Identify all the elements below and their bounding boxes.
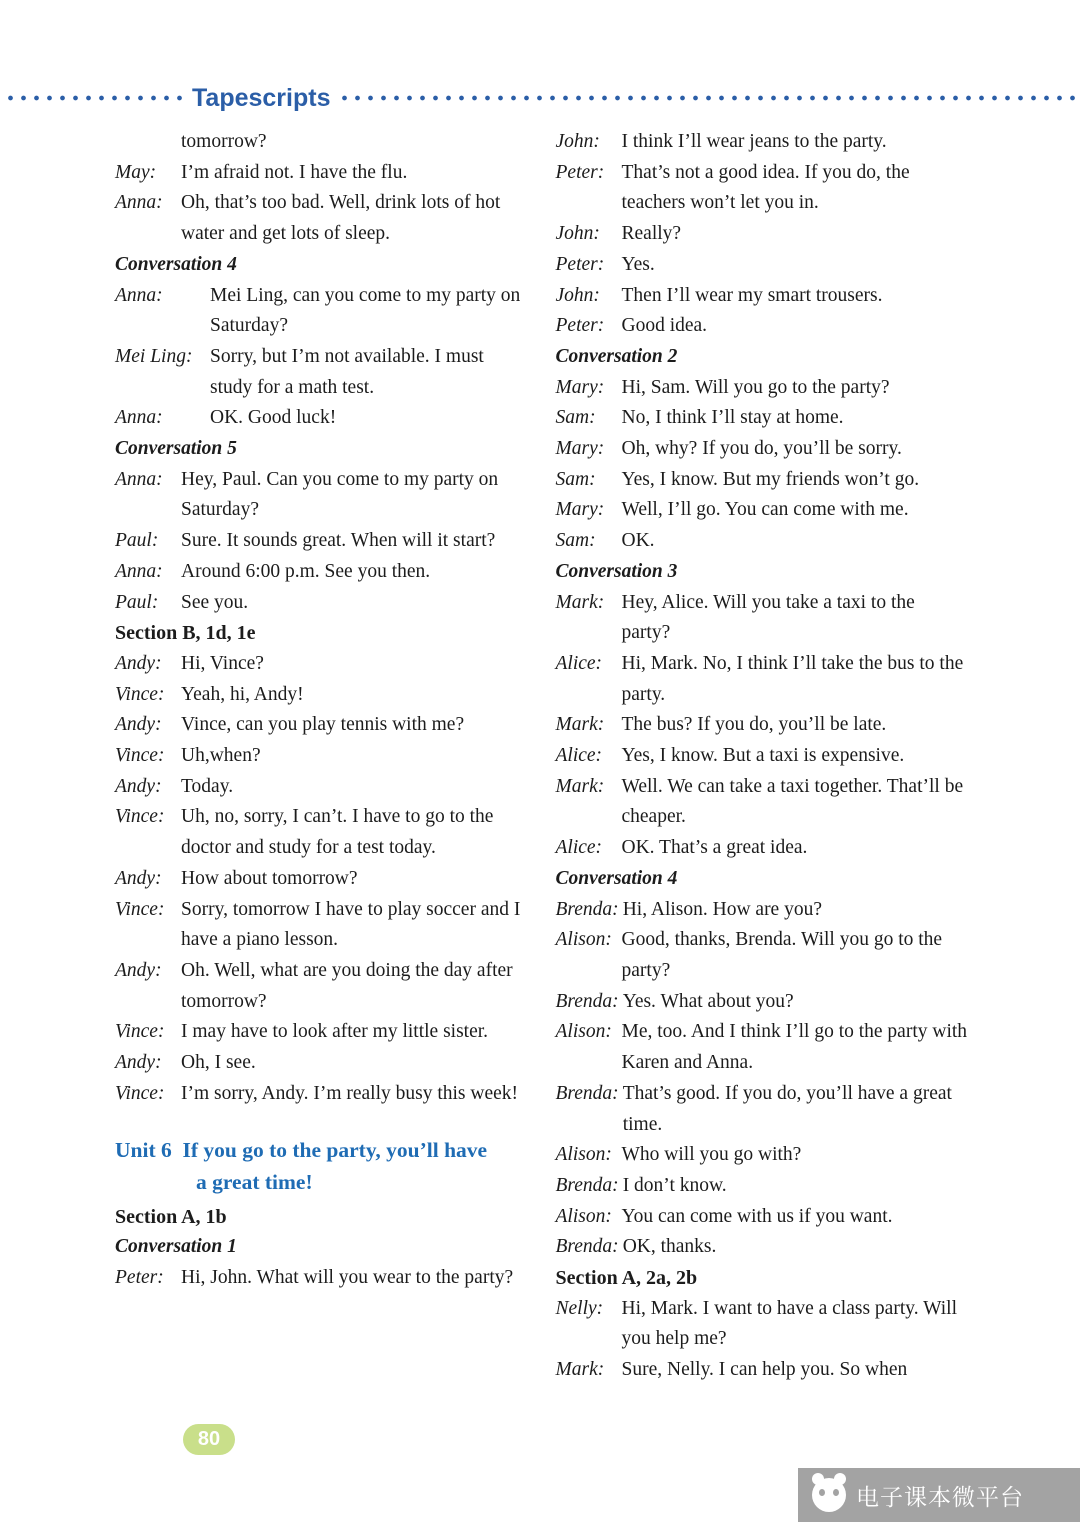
header-dots-left — [4, 94, 186, 102]
header-dots-right — [338, 94, 1080, 102]
dialogue-line — [115, 158, 528, 189]
dialogue-line — [115, 588, 528, 619]
dialogue-text: Today. — [181, 775, 234, 797]
watermark-bar — [798, 1468, 1080, 1522]
dialogue-line — [115, 1079, 528, 1110]
dialogue-line — [115, 1048, 528, 1079]
speaker-label: Vince: — [115, 1082, 165, 1104]
dialogue-line — [115, 1017, 528, 1048]
speaker-label: Peter: — [115, 1266, 164, 1288]
unit-title-line1: Unit 6 If you go to the party, you’ll have — [115, 1137, 488, 1162]
dialogue-line — [556, 895, 969, 926]
page-header — [0, 82, 1080, 114]
dialogue-line — [556, 158, 969, 219]
section-heading: Section A, 1b — [115, 1205, 227, 1228]
dialogue-line — [556, 495, 969, 526]
text-columns — [115, 127, 968, 1386]
dialogue-line — [115, 649, 528, 680]
dialogue-line — [556, 250, 969, 281]
speaker-label: Brenda: — [555, 1174, 619, 1196]
left-column — [115, 127, 528, 1386]
speaker-label: Andy: — [115, 714, 162, 736]
dialogue-line — [556, 403, 969, 434]
conversation-heading: Conversation 4 — [555, 867, 678, 889]
speaker-label: Sam: — [555, 407, 596, 429]
conversation-heading: Conversation 1 — [115, 1236, 237, 1258]
dialogue-line — [556, 1017, 969, 1078]
dialogue-text: How about tomorrow? — [181, 867, 358, 889]
dialogue-text: Yes. — [621, 253, 655, 275]
speaker-label: Alice: — [555, 837, 603, 859]
dialogue-line — [556, 219, 969, 250]
speaker-label: Brenda: — [555, 990, 619, 1012]
speaker-label: Peter: — [555, 315, 605, 337]
dialogue-line — [556, 833, 969, 864]
dialogue-text: Hi, Mark. No, I think I’ll take the bus to the party. — [621, 652, 964, 705]
speaker-label: Paul: — [115, 591, 159, 613]
dialogue-text: Really? — [621, 223, 682, 245]
dialogue-line — [556, 741, 969, 772]
speaker-label: Mary: — [555, 499, 605, 521]
dialogue-text: Yeah, hi, Andy! — [181, 683, 304, 705]
dialogue-line — [115, 710, 528, 741]
dialogue-line — [556, 1232, 969, 1263]
dialogue-text: Oh, I see. — [181, 1052, 256, 1074]
speaker-label: May: — [115, 161, 157, 183]
watermark-logo-icon — [812, 1478, 846, 1512]
dialogue-text: Then I’ll wear my smart trousers. — [621, 284, 883, 306]
speaker-label: Mary: — [555, 438, 605, 460]
dialogue-line — [115, 741, 528, 772]
dialogue-line — [556, 772, 969, 833]
dialogue-line — [115, 680, 528, 711]
speaker-label: Nelly: — [555, 1297, 604, 1319]
conversation-heading: Conversation 2 — [555, 345, 678, 367]
dialogue-line — [115, 772, 528, 803]
speaker-label: Alison: — [555, 929, 612, 951]
dialogue-text: Hi, Sam. Will you go to the party? — [621, 376, 890, 398]
speaker-label: Alice: — [555, 652, 603, 674]
dialogue-line — [556, 373, 969, 404]
dialogue-text: You can come with us if you want. — [621, 1205, 893, 1227]
dialogue-line — [556, 1171, 969, 1202]
dialogue-line — [556, 710, 969, 741]
speaker-label: Andy: — [115, 775, 162, 797]
dialogue-text: Good, thanks, Brenda. Will you go to the party? — [621, 929, 943, 981]
section-heading: Section B, 1d, 1e — [115, 622, 256, 645]
dialogue-text: I’m afraid not. I have the flu. — [181, 161, 408, 183]
dialogue-text: Yes, I know. But my friends won’t go. — [621, 468, 920, 490]
speaker-label: Alison: — [555, 1205, 612, 1227]
speaker-label: John: — [555, 131, 600, 152]
speaker-label: Vince: — [115, 1021, 165, 1043]
speaker-label: Alison: — [555, 1021, 612, 1043]
dialogue-text: I may have to look after my little sister. — [181, 1021, 489, 1043]
speaker-label: Mary: — [555, 376, 605, 398]
speaker-label: Brenda: — [555, 1082, 619, 1104]
dialogue-text: OK. That’s a great idea. — [621, 837, 808, 859]
dialogue-line — [115, 864, 528, 895]
dialogue-line — [556, 281, 969, 312]
dialogue-text: Well, I’ll go. You can come with me. — [621, 499, 909, 521]
page-number-badge: 80 — [183, 1424, 235, 1455]
dialogue-text: Hi, Alison. How are you? — [622, 898, 822, 920]
right-column — [556, 127, 969, 1386]
dialogue-line — [556, 1079, 969, 1140]
dialogue-line — [556, 588, 969, 649]
tapescripts-title: Tapescripts — [192, 83, 331, 112]
speaker-label: Anna: — [115, 468, 163, 490]
dialogue-text: Sure, Nelly. I can help you. So when — [621, 1359, 908, 1381]
dialogue-text: The bus? If you do, you’ll be late. — [621, 714, 887, 736]
dialogue-text: Well. We can take a taxi together. That’ll be cheaper. — [621, 775, 964, 828]
dialogue-text: Sorry, tomorrow I have to play soccer and I have a piano lesson. — [181, 898, 521, 951]
dialogue-line — [556, 127, 969, 158]
dialogue-line — [556, 526, 969, 557]
dialogue-line — [115, 188, 528, 249]
speaker-label: Peter: — [555, 253, 605, 275]
speaker-label: Sam: — [555, 530, 596, 552]
dialogue-text: Who will you go with? — [621, 1144, 802, 1166]
speaker-label: Vince: — [115, 683, 165, 705]
speaker-label: Anna: — [115, 284, 163, 306]
dialogue-text: Mei Ling, can you come to my party on Saturday? — [210, 284, 521, 337]
dialogue-text: No, I think I’ll stay at home. — [621, 407, 844, 429]
dialogue-text: Hey, Paul. Can you come to my party on Saturday? — [181, 468, 499, 521]
speaker-label: Peter: — [555, 161, 605, 183]
dialogue-text: OK. Good luck! — [210, 407, 337, 429]
dialogue-line — [556, 987, 969, 1018]
dialogue-text: OK, thanks. — [622, 1236, 717, 1258]
dialogue-text: Hi, Vince? — [181, 652, 264, 674]
dialogue-text: Oh, why? If you do, you’ll be sorry. — [621, 438, 902, 460]
dialogue-text: Hey, Alice. Will you take a taxi to the party? — [621, 591, 915, 644]
dialogue-text: Hi, Mark. I want to have a class party. Will you help me? — [621, 1297, 957, 1350]
dialogue-line — [556, 925, 969, 986]
dialogue-text: Good idea. — [621, 315, 708, 337]
dialogue-text: I think I’ll wear jeans to the party. — [621, 131, 887, 152]
dialogue-line — [556, 1202, 969, 1233]
speaker-label: Andy: — [115, 1052, 162, 1074]
dialogue-line — [556, 1140, 969, 1171]
dialogue-line — [115, 465, 528, 526]
dialogue-text: I don’t know. — [622, 1174, 727, 1196]
speaker-label: Brenda: — [555, 1236, 619, 1258]
dialogue-line — [115, 895, 528, 956]
dialogue-text: That’s not a good idea. If you do, the teachers won’t let you in. — [621, 161, 910, 214]
speaker-label: Vince: — [115, 745, 165, 767]
speaker-label: John: — [555, 284, 600, 306]
unit-title — [115, 1134, 528, 1198]
dialogue-line — [115, 1263, 528, 1294]
speaker-label: Alison: — [555, 1144, 612, 1166]
watermark-text: 电子课本微平台 — [856, 1484, 1024, 1510]
dialogue-text: OK. — [621, 530, 655, 552]
section-heading: Section A, 2a, 2b — [555, 1267, 698, 1290]
dialogue-text: That’s good. If you do, you’ll have a great time. — [622, 1082, 952, 1135]
speaker-label: Sam: — [555, 468, 596, 490]
dialogue-line — [556, 434, 969, 465]
dialogue-continuation: tomorrow? — [181, 131, 267, 152]
dialogue-text: Yes. What about you? — [622, 990, 794, 1012]
dialogue-text: I’m sorry, Andy. I’m really busy this week! — [181, 1082, 519, 1104]
dialogue-text: Hi, John. What will you wear to the party? — [181, 1266, 514, 1288]
dialogue-text: Oh, that’s too bad. Well, drink lots of hot water and get lots of sleep. — [181, 192, 501, 245]
speaker-label: Anna: — [115, 192, 163, 214]
conversation-heading: Conversation 4 — [115, 253, 237, 275]
dialogue-text: Yes, I know. But a taxi is expensive. — [621, 745, 905, 767]
speaker-label: Andy: — [115, 652, 162, 674]
speaker-label: Paul: — [115, 530, 159, 552]
dialogue-text: Around 6:00 p.m. See you then. — [181, 560, 431, 582]
speaker-label: Brenda: — [555, 898, 619, 920]
dialogue-line — [115, 342, 528, 403]
dialogue-line — [115, 956, 528, 1017]
dialogue-line — [556, 311, 969, 342]
speaker-label: Vince: — [115, 898, 165, 920]
dialogue-line — [115, 526, 528, 557]
dialogue-text: Me, too. And I think I’ll go to the party with Karen and Anna. — [621, 1021, 968, 1074]
dialogue-text: Vince, can you play tennis with me? — [181, 714, 465, 736]
dialogue-line — [556, 1294, 969, 1355]
speaker-label: Mark: — [555, 1359, 605, 1381]
speaker-label: John: — [555, 223, 600, 245]
unit-title-line2: a great time! — [196, 1169, 313, 1194]
speaker-label: Andy: — [115, 959, 162, 981]
speaker-label: Mei Ling: — [115, 345, 193, 367]
speaker-label: Mark: — [555, 775, 605, 797]
speaker-label: Anna: — [115, 560, 163, 582]
speaker-label: Mark: — [555, 714, 605, 736]
dialogue-text: Sorry, but I’m not available. I must study for a math test. — [210, 345, 484, 398]
speaker-label: Mark: — [555, 591, 605, 613]
dialogue-line — [115, 403, 528, 434]
dialogue-line — [115, 802, 528, 863]
speaker-label: Andy: — [115, 867, 162, 889]
dialogue-text: Uh,when? — [181, 745, 261, 767]
dialogue-line — [556, 465, 969, 496]
dialogue-text: Oh. Well, what are you doing the day after tomorrow? — [181, 959, 513, 1012]
dialogue-text: Sure. It sounds great. When will it start? — [181, 530, 496, 552]
dialogue-line — [115, 557, 528, 588]
dialogue-line — [115, 281, 528, 342]
conversation-heading: Conversation 3 — [555, 560, 678, 582]
speaker-label: Anna: — [115, 407, 163, 429]
dialogue-line — [556, 1355, 969, 1386]
dialogue-text: See you. — [181, 591, 249, 613]
speaker-label: Alice: — [555, 745, 603, 767]
conversation-heading: Conversation 5 — [115, 438, 237, 460]
speaker-label: Vince: — [115, 806, 165, 828]
dialogue-line — [556, 649, 969, 710]
dialogue-text: Uh, no, sorry, I can’t. I have to go to the doctor and study for a test today. — [181, 806, 494, 859]
